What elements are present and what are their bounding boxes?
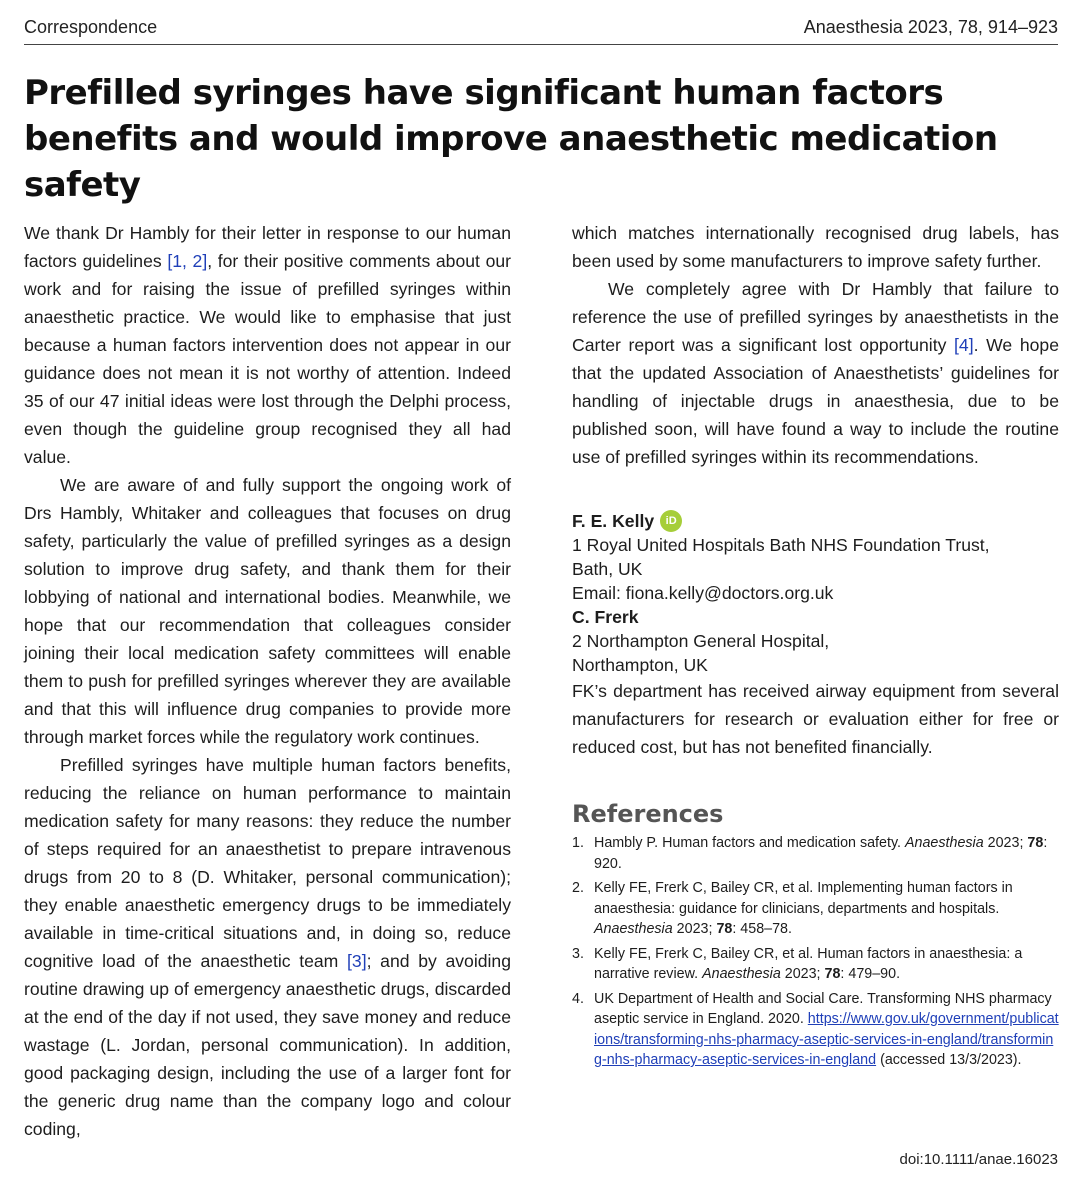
paragraph-2: We are aware of and fully support the ongoing work of Drs Hambly, Whitaker and colleagues that focuses on drug safety, particularly the value of prefilled syringes as a design solution to improve drug safety, and thank them for their lobbying of national and international bodies. Meanwhile, we hope that our recommendation that colleagues consider joining their local medication safety committees will enable them to push for prefilled syringes wherever they are available and that this will influence drug companies to provide more through market forces while the regulatory work continues. xyxy=(24,475,511,747)
paragraph-3: Prefilled syringes have multiple human factors benefits, reducing the reliance on human performance to maintain medication safety for many reasons: they reduce the number of steps required for an anaesthetist to prepare intravenous drugs from 20 to 8 (D. Whitaker, personal communication); they enable anaesthetic emergency drugs to be immediately available in time-critical situations and, in doing so, reduce cognitive load of the anaesthetic team [3]; and by avoiding routine drawing up of emergency anaesthetic drugs, discarded at the end of the day if not used, they save money and reduce wastage (L. Jordan, personal communication). In addition, good packaging design, including the use of a larger font for the generic drug name than the company logo and colour coding, xyxy=(24,755,512,1139)
doi-label: doi:10.1111/anae.16023 xyxy=(899,1151,1058,1168)
article-title: Prefilled syringes have significant human factors benefits and would improve anaesthetic medication safety xyxy=(24,73,998,205)
author-name-1: F. E. Kelly iD xyxy=(572,509,1059,533)
reference-url-link[interactable]: https://www.gov.uk/government/publications/transforming-nhs-pharmacy-aseptic-services-in-england/transforming-nhs-pharmacy-aseptic-services-in-england xyxy=(594,1011,1059,1068)
paragraph-4: which matches internationally recognised drug labels, has been used by some manufacturers to improve safety further. xyxy=(572,223,1059,271)
left-column xyxy=(24,219,511,1143)
paragraph-5: We completely agree with Dr Hambly that failure to reference the use of prefilled syringes by anaesthetists in the Carter report was a significant lost opportunity [4]. We hope that the updated Association of Anaesthetists’ guidelines for handling of injectable drugs in anaesthesia, due to be published soon, will have found a way to include the routine use of prefilled syringes within its recommendations. xyxy=(572,279,1059,467)
orcid-icon[interactable]: iD xyxy=(660,510,682,532)
author-2-affiliation-line1: 2 Northampton General Hospital, xyxy=(572,631,830,651)
citation-link-4[interactable]: [4] xyxy=(954,335,974,355)
citation-link-1-2[interactable]: [1, 2] xyxy=(167,251,208,271)
reference-item: 2. Kelly FE, Frerk C, Bailey CR, et al. Implementing human factors in anaesthesia: guidance for clinicians, departments and hospitals. Anaesthesia 2023; 78: 458–78. xyxy=(572,880,1013,937)
paragraph-1: We thank Dr Hambly for their letter in response to our human factors guidelines [1, 2], for their positive comments about our work and for raising the issue of prefilled syringes within anaesthetic practice. We would like to emphasise that just because a human factors intervention does not appear in our guidance does not mean it is not worthy of attention. Indeed 35 of our 47 initial ideas were lost through the Delphi process, even though the guideline group recognised they all had value. xyxy=(24,223,512,467)
reference-list xyxy=(572,833,1059,1071)
author-1-affiliation-line2: Bath, UK xyxy=(572,559,643,579)
references-heading: References xyxy=(572,800,724,828)
conflict-of-interest: FK’s department has received airway equipment from several manufacturers for research or evaluation either for free or reduced cost, but has not benefited financially. xyxy=(572,681,1059,757)
running-header xyxy=(24,14,1058,45)
author-name-2: C. Frerk xyxy=(572,607,639,627)
author-block xyxy=(572,509,1059,677)
reference-item: 1. Hambly P. Human factors and medication safety. Anaesthesia 2023; 78: 920. xyxy=(572,835,1048,872)
right-column xyxy=(572,219,1059,1075)
reference-item: 3. Kelly FE, Frerk C, Bailey CR, et al. Human factors in anaesthesia: a narrative review. Anaesthesia 2023; 78: 479–90. xyxy=(572,945,1023,982)
citation-link-3[interactable]: [3] xyxy=(347,951,367,971)
reference-item: 4. UK Department of Health and Social Care. Transforming NHS pharmacy aseptic service in England. 2020. https://www.gov.uk/government/publications/transforming-nhs-pharmacy-aseptic-services-in-england/transforming-nhs-pharmacy-aseptic-services-in-england (accessed 13/3/2023). xyxy=(572,990,1059,1068)
journal-citation: Anaesthesia 2023, 78, 914–923 xyxy=(803,16,1058,37)
author-1-affiliation-line1: 1 Royal United Hospitals Bath NHS Foundation Trust, xyxy=(572,535,990,555)
section-label: Correspondence xyxy=(24,16,158,37)
author-2-affiliation-line2: Northampton, UK xyxy=(572,655,708,675)
author-1-email: Email: fiona.kelly@doctors.org.uk xyxy=(572,583,834,603)
